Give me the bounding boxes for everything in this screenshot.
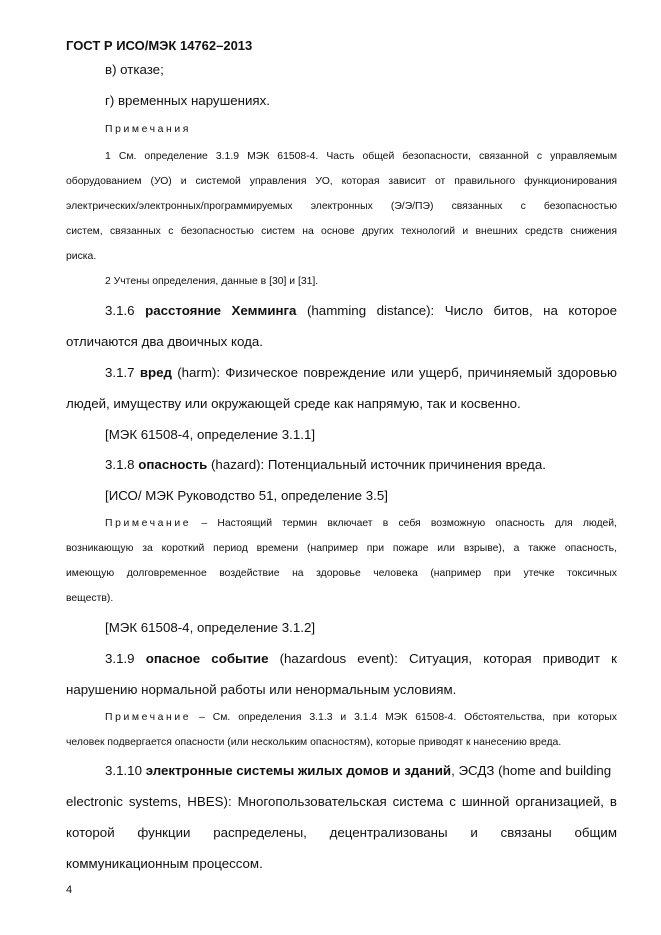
reference-3-1-8-b: [МЭК 61508-4, определение 3.1.2] <box>105 620 316 635</box>
note-3-1-9-line-2: человек подвергается опасности (или нескольким опасностям), которые приводят к нанесению вреда. <box>66 737 562 748</box>
definition-3-1-10-line-4: коммуникационным процессом. <box>66 856 263 871</box>
definition-text: , ЭСДЗ (home and building <box>451 763 612 778</box>
definition-3-1-10 <box>105 763 617 778</box>
note-text: – См. определения 3.1.3 и 3.1.4 МЭК 61508-4. Обстоятельства, при которых <box>199 712 617 723</box>
definition-text: (hazardous event): Ситуация, которая приводит к <box>279 651 617 666</box>
definition-3-1-8 <box>105 457 617 472</box>
definition-term: опасность <box>138 457 208 472</box>
page-number: 4 <box>66 884 73 896</box>
note-label: Примечание <box>105 712 192 723</box>
definition-3-1-7 <box>105 365 617 380</box>
note-3-1-8-line-3: имеющую долговременное воздействие на здоровье человека (например при утечке токсичных <box>66 568 617 579</box>
definition-number: 3.1.7 <box>105 365 135 380</box>
document-header: ГОСТ Р ИСО/МЭК 14762–2013 <box>66 38 253 53</box>
definition-term: опасное событие <box>145 651 269 666</box>
note-3-1-8-line-4: веществ). <box>66 593 114 604</box>
definition-3-1-9-cont: нарушению нормальной работы или ненормальным условиям. <box>66 682 457 697</box>
note-1-line-4: систем, связанных с безопасностью систем на основе других технологий и внешних средств снижения <box>66 226 617 237</box>
definition-3-1-9 <box>105 651 617 666</box>
note-1-line-5: риска. <box>66 251 97 262</box>
definition-text: (hazard): Потенциальный источник причинения вреда. <box>211 457 546 472</box>
definition-term: электронные системы жилых домов и зданий <box>145 763 452 778</box>
definition-3-1-7-cont: людей, имуществу или окружающей среде как напрямую, так и косвенно. <box>66 396 521 411</box>
definition-text: (hamming distance): Число битов, на которое <box>306 303 617 318</box>
definition-3-1-6 <box>105 303 617 318</box>
note-label: Примечание <box>105 518 192 529</box>
definition-number: 3.1.6 <box>105 303 135 318</box>
definition-number: 3.1.10 <box>105 763 142 778</box>
list-item-g: г) временных нарушениях. <box>105 93 270 108</box>
note-1-line-1: 1 См. определение 3.1.9 МЭК 61508-4. Часть общей безопасности, связанной с управляемым <box>105 151 617 162</box>
note-text: – Настоящий термин включает в себя возможную опасность для людей, <box>201 518 617 529</box>
definition-term: вред <box>139 365 172 380</box>
note-2: 2 Учтены определения, данные в [30] и [31]. <box>105 276 319 287</box>
note-3-1-9-line-1 <box>105 712 617 723</box>
list-item-v: в) отказе; <box>105 62 164 77</box>
definition-3-1-10-line-3: которой функции распределены, децентрализованы и связаны общим <box>66 825 617 840</box>
definition-3-1-6-cont: отличаются два двоичных кода. <box>66 334 263 349</box>
reference-3-1-8: [ИСО/ МЭК Руководство 51, определение 3.5] <box>105 488 388 503</box>
definition-number: 3.1.9 <box>105 651 135 666</box>
note-3-1-8-line-2: возникающую за короткий период времени (например при пожаре или взрыве), а также опасность, <box>66 543 617 554</box>
note-1-line-2: оборудованием (УО) и системой управления УО, которая зависит от правильного функционирования <box>66 176 617 187</box>
definition-text: (harm): Физическое повреждение или ущерб, причиняемый здоровью <box>177 365 617 380</box>
reference-3-1-7: [МЭК 61508-4, определение 3.1.1] <box>105 427 316 442</box>
note-1-line-3: электрических/электронных/программируемых электронных (Э/Э/ПЭ) связанных с безопасностью <box>66 201 617 212</box>
note-3-1-8-line-1 <box>105 518 617 529</box>
notes-heading: Примечания <box>105 124 191 135</box>
definition-term: расстояние Хемминга <box>145 303 297 318</box>
definition-3-1-10-line-2: electronic systems, HBES): Многопользовательская система с шинной организацией, в <box>66 794 617 809</box>
definition-number: 3.1.8 <box>105 457 135 472</box>
